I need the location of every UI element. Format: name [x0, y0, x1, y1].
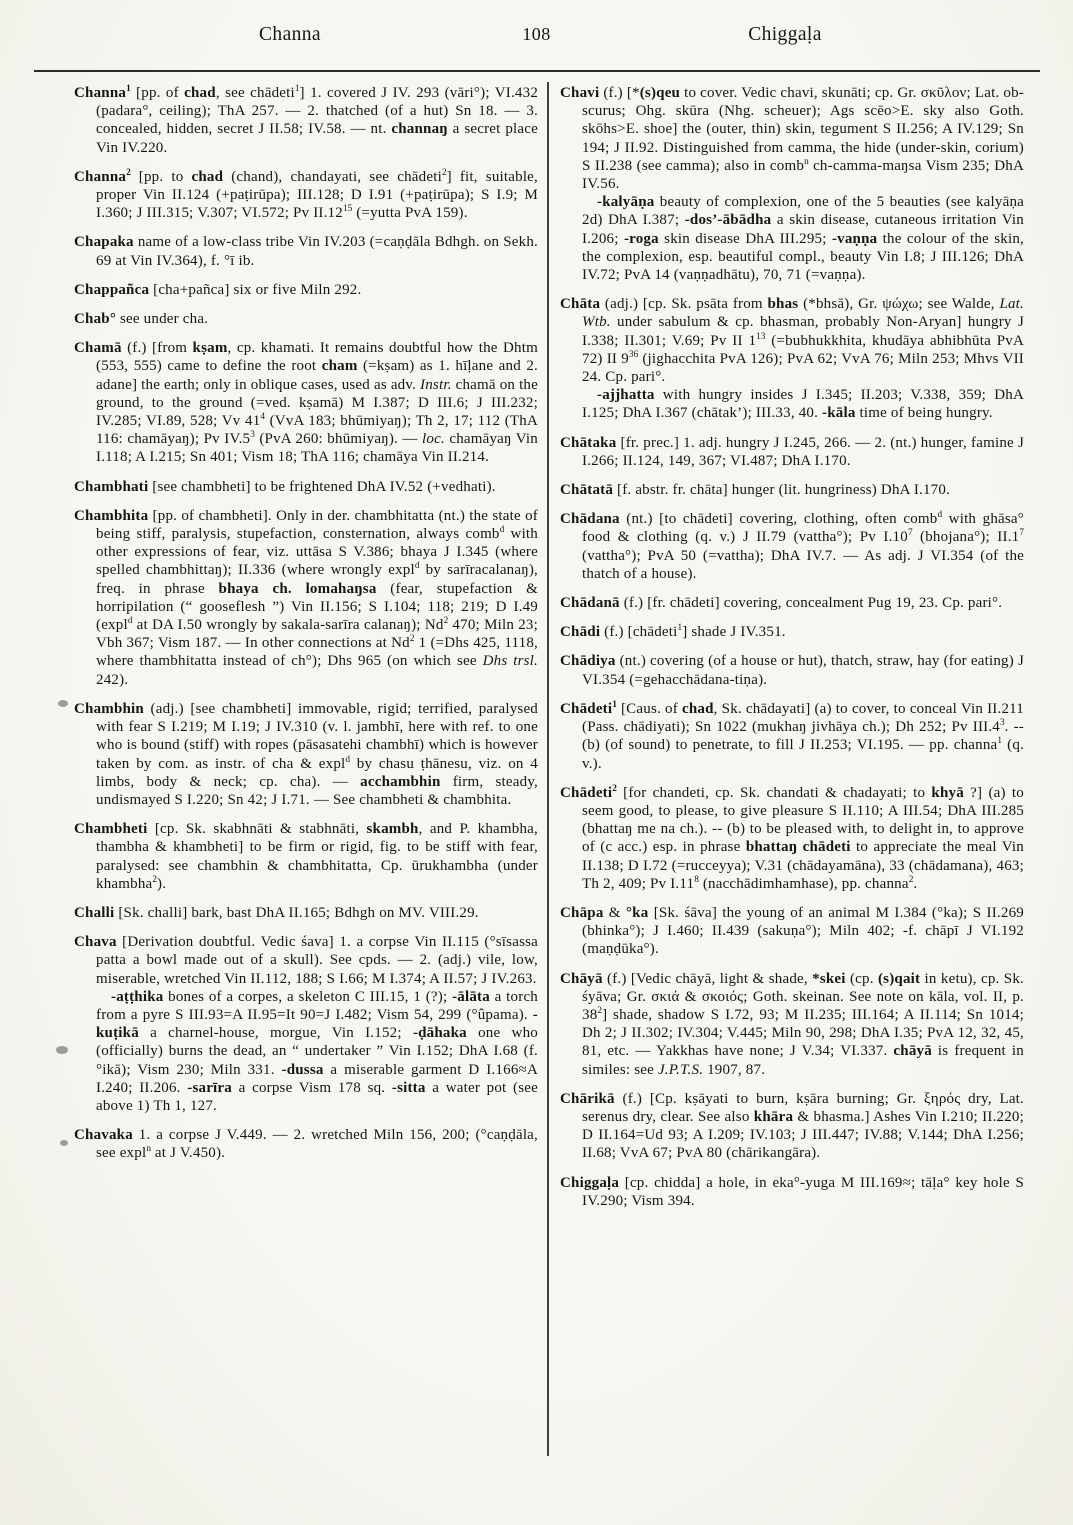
- dictionary-entry: [560, 904, 1024, 959]
- text-run: (f.) [from: [121, 340, 193, 357]
- dictionary-entry: [74, 507, 538, 689]
- entry-paragraph: [560, 784, 1024, 893]
- text-run: the colour of the skin, the complexion, esp. beautiful compl., beauty Vin I.8; J III.126; DhA IV.72; PvA 14 (vaṇṇadhātu), 70, 71 (=vaṇṇa).: [582, 230, 1024, 284]
- headword: Chiggaḷa: [560, 1174, 620, 1191]
- text-run: (f.) [Cp. kṣāyati to burn, kṣāra burning; Gr. ξηρός dry, Lat. serenus dry, clear. See also: [582, 1090, 1024, 1125]
- text-run: [cp. chidda] a hole, in eka°-yuga M III.169≈; tāḷa° key hole S IV.290; Vism 394.: [582, 1174, 1024, 1209]
- headword: Challi: [74, 904, 115, 921]
- dictionary-entry: [560, 84, 1024, 284]
- text-run: 1. a corpse J V.449. — 2. wretched Miln 156, 200; (°caṇḍāla, see expl: [96, 1127, 538, 1162]
- headword: Chātaka: [560, 434, 617, 451]
- text-run: 13: [756, 331, 766, 342]
- text-run: 2: [597, 1005, 603, 1016]
- entry-paragraph: [560, 1174, 1024, 1210]
- text-run: d: [127, 616, 133, 627]
- left-column: [74, 84, 538, 1221]
- text-run: by chasu ṭhānesu, viz. on 4 limbs, body & neck; cp. cha). —: [96, 755, 538, 790]
- text-run: -ālāta: [452, 988, 490, 1005]
- headword: Chādanā: [560, 595, 620, 612]
- text-run: &: [603, 904, 626, 921]
- text-run: 2: [126, 167, 131, 178]
- text-run: at DA I.50 wrongly by sakala-sarīra calanaŋ); Nd: [132, 617, 444, 634]
- entry-paragraph: [560, 904, 1024, 959]
- header-rule: [34, 70, 1040, 72]
- headword: Chapaka: [74, 234, 134, 251]
- dictionary-entry: [74, 168, 538, 223]
- text-run: kṣam: [192, 340, 228, 357]
- entry-paragraph: [560, 434, 1024, 470]
- entry-paragraph: [560, 481, 1024, 499]
- text-run: ] shade, shadow S I.72, 93; M II.235; III.164; A II.114; Sn 1014; Dh 2; J II.302; IV.304; V.445; Miln 90, 298; DhA I.35; PvA 12, 32, 45, 81, etc. — Yakkhas have none; J V.34; VI.337.: [582, 1006, 1024, 1060]
- text-run: to appreciate the meal Vin II.138; D I.72 (=rucceyya); V.31 (chādayamāna), 33 (chādamana), 463; Th 2, 409; Pv I.11: [582, 839, 1025, 892]
- text-run: [pp. of: [130, 85, 185, 101]
- text-run: ch-camma-maŋsa Vism 235; DhA IV.56.: [582, 157, 1024, 193]
- text-run: (=yutta PvA 159).: [352, 205, 468, 222]
- text-run: a charnel-house, morgue, Vin I.152;: [138, 1025, 413, 1042]
- entry-paragraph: [74, 478, 538, 496]
- entry-paragraph: [560, 510, 1024, 583]
- text-run: 1: [126, 84, 131, 94]
- scan-artifact: [56, 1046, 68, 1054]
- dictionary-entry: [560, 510, 1024, 583]
- text-run: 1: [612, 699, 617, 710]
- dictionary-entry: [74, 84, 538, 157]
- text-run: ] shade J IV.351.: [682, 624, 786, 641]
- headword: Channa: [74, 85, 127, 101]
- entry-paragraph: [74, 233, 538, 269]
- dictionary-entry: [74, 933, 538, 1115]
- entry-paragraph: [74, 933, 538, 988]
- entry-paragraph: [74, 820, 538, 893]
- text-run: Lat. Wtb.: [582, 296, 1024, 331]
- text-run: [cp. Sk. skabhnāti & stabhnāti,: [147, 821, 367, 838]
- text-run: bhas: [767, 296, 799, 313]
- entry-paragraph: [74, 988, 538, 1115]
- headword: Chādiya: [560, 653, 616, 670]
- text-run: 7: [1019, 528, 1025, 539]
- text-run: chamāyaŋ Vin I.118; A I.215; Sn 401; Vism 18; ThA 116; chamāya Vin II.214.: [96, 431, 539, 466]
- text-run: (f.) [Vedic chāyā, light & shade,: [602, 970, 813, 987]
- dictionary-entry: [560, 594, 1024, 612]
- text-run: Instr.: [420, 376, 452, 393]
- text-run: (=bubhukkhita, khudāya abhibhūta PvA 72) II 9: [582, 332, 1024, 367]
- dictionary-entry: [560, 1174, 1024, 1210]
- text-run: one who (officially) burns the dead, an “ undertaker ” Vin I.152; DhA I.68 (f. °ikā); Vism 230; Miln 331.: [96, 1025, 538, 1078]
- running-head-left: Channa: [259, 24, 321, 45]
- headword: Chappañca: [74, 281, 150, 298]
- text-run: khyā: [931, 784, 964, 801]
- text-run: 3: [250, 430, 255, 441]
- text-run: [Caus. of: [616, 700, 682, 717]
- text-run: 1907, 87.: [703, 1061, 766, 1078]
- text-run: (nacchādimhamhase), pp. channa: [698, 875, 909, 892]
- text-run: [cha+pañca] six or five Miln 292.: [149, 281, 362, 298]
- headword: Chambheti: [74, 821, 148, 838]
- entry-paragraph: [560, 700, 1024, 773]
- text-run: -ḍāhaka: [412, 1025, 467, 1042]
- headword: Chavi: [560, 85, 600, 101]
- text-run: cham: [321, 358, 358, 375]
- text-run: (q. v.).: [582, 737, 1025, 772]
- text-run: (PvA 260: bhūmiyaŋ). —: [254, 431, 423, 448]
- text-run: (f.) [fr. chādeti] covering, concealment Pug 19, 23. Cp. pari°.: [619, 595, 1003, 612]
- text-run: 2: [612, 783, 617, 794]
- entry-paragraph: [560, 386, 1024, 422]
- text-run: -vaṇṇa: [831, 230, 878, 247]
- right-column: [560, 84, 1024, 1221]
- entry-paragraph: [74, 1126, 538, 1162]
- running-head-right: Chiggaḷa: [748, 24, 822, 45]
- text-run: a secret place Vin IV.220.: [96, 121, 538, 156]
- text-run: 2: [443, 616, 449, 627]
- entry-paragraph: [560, 295, 1024, 386]
- text-run: ).: [157, 875, 167, 892]
- entry-paragraph: [74, 168, 538, 223]
- dictionary-entry: [74, 1126, 538, 1162]
- text-run: (bhojana°); II.1: [912, 529, 1020, 546]
- dictionary-entry: [74, 700, 538, 809]
- headword: Chārikā: [560, 1090, 615, 1107]
- text-run: 470; Miln 23; Vbh 367; Vism 187. — In other connections at Nd: [96, 617, 538, 652]
- text-run: (vattha°); PvA 50 (=vattha); DhA IV.7. — As adj. J VI.354 (of the thatch of a house).: [582, 547, 1024, 582]
- entry-paragraph: [560, 1090, 1024, 1163]
- text-run: -sitta: [391, 1079, 426, 1096]
- text-run: 2: [441, 167, 447, 178]
- text-run: with other expressions of fear, viz. uttāsa S V.386; bhaya J I.345 (where spelled chambhittaŋ); II.336 (where wrongly expl: [96, 526, 538, 579]
- dictionary-entry: [74, 281, 538, 299]
- text-run: chad: [184, 85, 216, 101]
- dictionary-entry: [560, 481, 1024, 499]
- text-run: chamā on the ground, to the ground (=ved. kṣamā) M I.387; D III.6; J III.232; IV.285; VI.89, 528; Vv 41: [96, 376, 538, 430]
- entry-paragraph: [74, 904, 538, 922]
- text-run: Dhs trsl.: [482, 653, 538, 670]
- headword: Chāta: [560, 296, 601, 313]
- running-header: [0, 24, 1073, 54]
- dictionary-entry: [74, 904, 538, 922]
- text-run: (adj.) [see chambheti] immovable, rigid; terrified, paralysed with fear S I.219; M I.19; J IV.310 (v. l. jambhī, here with ref. to one who is bound (stiff) with ropes (pāsasatehi chambhī) which is however taken by com. as instr. of cha & expl: [96, 700, 538, 772]
- text-run: °ka: [625, 904, 649, 921]
- text-run: (chand), chandayati, see chādeti: [223, 168, 442, 185]
- headword: Chavaka: [74, 1127, 133, 1144]
- headword: Chādeti: [560, 784, 613, 801]
- text-run: chāyā: [893, 1043, 932, 1060]
- text-run: channaŋ: [391, 121, 448, 138]
- text-run: with hungry insides J I.345; II.203; V.338, 359; DhA I.125; DhA I.367 (chātak’); III.33, 40.: [582, 387, 1024, 422]
- dictionary-entry: [74, 820, 538, 893]
- text-run: a water pot (see above 1) Th 1, 127.: [96, 1079, 538, 1114]
- text-columns: [74, 84, 1024, 1221]
- headword: Chātatā: [560, 482, 614, 499]
- text-run: [see chambheti] to be frightened DhA IV.52 (+vedhati).: [148, 478, 496, 495]
- text-run: a torch from a pyre S III.93=A II.95=It 90=J I.482; Vism 54, 299 (°ûpama).: [96, 988, 539, 1023]
- text-run: 36: [628, 349, 639, 360]
- text-run: & bhasma.] Ashes Vin I.210; II.220; D II.164=Ud 93; A I.209; IV.103; J III.447; IV.88; V.144; DhA I.256; II.68; VvA 67; PvA 80 (chārikangāra).: [582, 1108, 1024, 1162]
- text-run: [pp. to: [130, 168, 192, 185]
- text-run: d: [937, 510, 943, 521]
- text-run: n: [804, 156, 809, 167]
- text-run: see under cha.: [116, 311, 209, 328]
- text-run: 8: [694, 874, 699, 885]
- entry-paragraph: [560, 193, 1024, 284]
- headword: Chamā: [74, 340, 122, 357]
- text-run: (adj.) [cp. Sk. psāta from: [600, 296, 768, 313]
- text-run: , cp. khamati. It remains doubtful how the Dhtm (553, 555) came to define the root: [96, 340, 538, 375]
- headword: Chādeti: [560, 700, 613, 717]
- text-run: (fear, stupefaction & horripilation (“ gooseflesh ”) Vin II.156; S I.104; 118; 219; D I.49 (expl: [96, 580, 539, 634]
- headword: Chab°: [74, 311, 117, 328]
- text-run: d: [499, 525, 505, 536]
- text-run: -kāla: [822, 405, 856, 422]
- text-run: [for chandeti, cp. Sk. chandati & chadayati; to: [616, 784, 932, 801]
- text-run: (nt.) covering (of a house or hut), thatch, straw, hay (for eating) J VI.354 (=gehacchādana-tiṇa).: [582, 653, 1024, 688]
- headword: Chādana: [560, 511, 620, 528]
- headword: Chāpa: [560, 904, 604, 921]
- text-run: bones of a corpes, a skeleton C III.15, 1 (?);: [163, 988, 453, 1005]
- text-run: khāra: [753, 1108, 794, 1125]
- entry-paragraph: [560, 652, 1024, 688]
- text-run: ?] (a) to seem good, to please, to give pleasure S II.110; A III.54; DhA III.285 (bhattaŋ me na ch.). -- (b) to be pleased with, to delight in, to approve of (c acc.) esp. in phrase: [582, 784, 1024, 856]
- dictionary-entry: [560, 1090, 1024, 1163]
- text-run: J.P.T.S.: [657, 1061, 704, 1078]
- dictionary-entry: [560, 700, 1024, 773]
- text-run: [Sk. śāva] the young of an animal M I.384 (°ka); S II.269 (bhinka°); J I.460; II.439 (sakuṇa°); Miln 402; -f. chāpī J VI.192 (maṇḍūka°).: [582, 904, 1024, 958]
- text-run: , Sk. chādayati] (a) to cover, to conceal Vin II.211 (Pass. chādiyati); Sn 1022 (mukhaŋ jivhāya ch.); Dh 252; Pv III.4: [582, 700, 1024, 736]
- dictionary-entry: [560, 784, 1024, 893]
- text-run: chad: [681, 700, 714, 717]
- entry-paragraph: [74, 281, 538, 299]
- dictionary-entry: [560, 295, 1024, 422]
- text-run: -aṭṭhika: [111, 988, 164, 1005]
- text-run: time of being hungry.: [855, 405, 993, 422]
- text-run: (s)qeu: [639, 85, 681, 101]
- text-run: 1: [997, 736, 1003, 747]
- headword: Chambhin: [74, 700, 144, 717]
- text-run: ] 1. covered J IV. 293 (vāri°); VI.432 (padara°, ceiling); ThA 257. — 2. thatched (of a hut) Sn 18. — 3. concealed, hidden, secret J II.58; IV.58. — nt.: [96, 85, 539, 138]
- text-run: bhaya ch. lomahaŋsa: [218, 580, 377, 597]
- text-run: 1: [294, 84, 300, 94]
- text-run: 2: [908, 874, 914, 885]
- text-run: 1: [677, 623, 683, 634]
- text-run: a skin disease, cutaneous irritation Vin I.206;: [582, 212, 1024, 247]
- text-run: (f.) [chādeti: [600, 624, 678, 641]
- entry-paragraph: [560, 623, 1024, 641]
- text-run: (f.) [*: [599, 85, 640, 101]
- text-run: -kuṭikā: [96, 1006, 538, 1042]
- entry-paragraph: [74, 339, 538, 466]
- dictionary-entry: [74, 478, 538, 496]
- scan-artifact: [58, 700, 68, 707]
- text-run: (*bhsā), Gr. ψώχω; see Walde,: [798, 296, 1000, 313]
- dictionary-entry: [560, 623, 1024, 641]
- text-run: under sabulum & cp. bhasman, probably Non-Aryan] hungry J I.338; II.301; V.69; Pv II 1: [582, 314, 1024, 349]
- text-run: 1 (=Dhs 425, 1118, where thambhitatta instead of ch°); Dhs 965 (on which see: [96, 635, 538, 670]
- text-run: name of a low-class tribe Vin IV.203 (=caṇḍāla Bdhgh. on Sekh. 69 at Vin IV.364), f. °ī ib.: [96, 234, 538, 269]
- entry-paragraph: [560, 84, 1024, 193]
- dictionary-entry: [560, 970, 1024, 1079]
- headword: Chādi: [560, 624, 601, 641]
- text-run: chad: [191, 168, 224, 185]
- text-run: (s)qait: [877, 970, 921, 987]
- text-run: (nt.) [to chādeti] covering, clothing, often comb: [619, 511, 938, 528]
- page-number: 108: [522, 24, 551, 44]
- dictionary-entry: [74, 339, 538, 466]
- text-run: 2: [152, 874, 158, 885]
- text-run: by sarīracalanaŋ), freq. in phrase: [96, 562, 539, 597]
- entry-paragraph: [74, 84, 538, 157]
- entry-paragraph: [74, 310, 538, 328]
- text-run: d: [414, 561, 420, 572]
- text-run: , see chādeti: [215, 85, 295, 101]
- headword: Chava: [74, 934, 117, 951]
- text-run: to cover. Vedic chavi, skunāti; cp. Gr. σκῦλον; Lat. ob-scurus; Ohg. skūra (Nhg. scheuer); Ags scēo>E. sky also Goth. skōhs>E. shoe] the (outer, thin) skin, tegument S II.256; A IV.129; Sn 194; J II.92. Distinguished from camma, the hide (under-skin, corium) S II.238 (see camma); also in comb: [582, 85, 1024, 174]
- entry-paragraph: [74, 700, 538, 809]
- dictionary-entry: [74, 233, 538, 269]
- text-run: [f. abstr. fr. chāta] hunger (lit. hungriness) DhA I.170.: [613, 482, 951, 499]
- headword: Channa: [74, 168, 127, 185]
- text-run: in ketu), cp. Sk. śyāva; Gr. σκιά & σκοιός; Goth. skeinan. See note on kāla, vol. II, p. 38: [582, 970, 1024, 1023]
- entry-paragraph: [560, 970, 1024, 1079]
- text-run: n: [146, 1144, 151, 1155]
- entry-paragraph: [74, 507, 538, 689]
- text-run: [pp. of chambheti]. Only in der. chambhitatta (nt.) the state of being stiff, paralysis, stupefaction, consternation, always comb: [96, 507, 538, 543]
- text-run: -roga: [623, 230, 659, 247]
- text-run: (=kṣam) as 1. hīḷane and 2. adane] the earth; only in oblique cases, used as adv.: [96, 358, 539, 393]
- text-run: (VvA 183; bhūmiyaŋ); Th 2, 17; 112 (ThA 116: chamāyaŋ); Pv IV.5: [96, 413, 538, 448]
- text-run: [Sk. challi] bark, bast DhA II.165; Bdhgh on MV. VIII.29.: [114, 904, 479, 921]
- text-run: d: [345, 754, 351, 765]
- text-run: 3: [999, 718, 1005, 729]
- text-run: -dussa: [281, 1061, 324, 1078]
- text-run: (jighacchita PvA 126); PvA 62; VvA 76; Miln 253; Mhvs VII 24. Cp. pari°.: [582, 350, 1024, 386]
- entry-paragraph: [560, 594, 1024, 612]
- dictionary-entry: [74, 310, 538, 328]
- dictionary-entry: [560, 652, 1024, 688]
- text-run: is frequent in similes: see: [582, 1043, 1024, 1078]
- text-run: a miserable garment D I.166≈A I.240; II.206.: [96, 1061, 538, 1096]
- text-run: firm, steady, undismayed S I.220; Sn 42; J I.71. — See chambheti & chambhita.: [96, 773, 538, 808]
- text-run: (cp.: [845, 970, 878, 987]
- text-run: 4: [260, 412, 266, 423]
- text-run: at J V.450).: [150, 1145, 226, 1162]
- text-run: -ajjhatta: [597, 387, 655, 404]
- text-run: 15: [342, 204, 353, 215]
- text-run: -kalyāṇa: [597, 194, 655, 211]
- headword: Chambhita: [74, 507, 149, 524]
- text-run: [fr. prec.] 1. adj. hungry J I.245, 266. — 2. (nt.) hunger, famine J I.266; II.124, 149, 367; VI.487; DhA I.170.: [582, 434, 1024, 469]
- text-run: -dos’-ābādha: [684, 212, 772, 229]
- text-run: . -- (b) (of sound) to penetrate, to fill J II.253; VI.195. — pp. channa: [582, 719, 1024, 754]
- text-run: bhattaŋ chādeti: [745, 839, 851, 856]
- text-run: 242).: [96, 671, 129, 688]
- text-run: -sarīra: [187, 1079, 232, 1096]
- text-run: [Derivation doubtful. Vedic śava] 1. a corpse Vin II.115 (°sīsassa patta a bowl made out of a skull). See cpds. — 2. (adj.) vile, low, miserable, wretched Vin II.112, 188; S I.66; M I.374; A II.57; J IV.263.: [96, 934, 538, 987]
- text-run: loc.: [422, 431, 445, 448]
- text-run: skambh: [366, 821, 419, 838]
- text-run: 7: [907, 528, 913, 539]
- text-run: acchambhin: [360, 773, 441, 790]
- text-run: skin disease DhA III.295;: [658, 230, 832, 247]
- scan-artifact: [60, 1140, 68, 1146]
- headword: Chambhati: [74, 478, 149, 495]
- text-run: *skei: [812, 970, 846, 987]
- text-run: .: [913, 875, 918, 892]
- text-run: , and P. khambha, thambha & khambheti] to be firm or rigid, fig. to be stiff with fear, paralysed: see chambhin & chambhitatta, Cp. ūrukhambha (under khambha: [96, 821, 538, 892]
- dictionary-entry: [560, 434, 1024, 470]
- text-run: ] fit, suitable, proper Vin II.124 (+paṭirūpa); III.128; D I.91 (+paṭirūpa); S I.9; M I.360; J III.315; V.307; VI.572; Pv II.12: [96, 168, 538, 222]
- headword: Chāyā: [560, 970, 603, 987]
- text-run: beauty of complexion, one of the 5 beauties (see kalyāṇa 2d) DhA I.387;: [582, 194, 1024, 229]
- text-run: a corpse Vism 178 sq.: [231, 1079, 392, 1096]
- text-run: 2: [409, 634, 415, 645]
- text-run: with ghāsa° food & clothing (q. v.) J II.79 (vattha°); Pv I.10: [582, 511, 1024, 546]
